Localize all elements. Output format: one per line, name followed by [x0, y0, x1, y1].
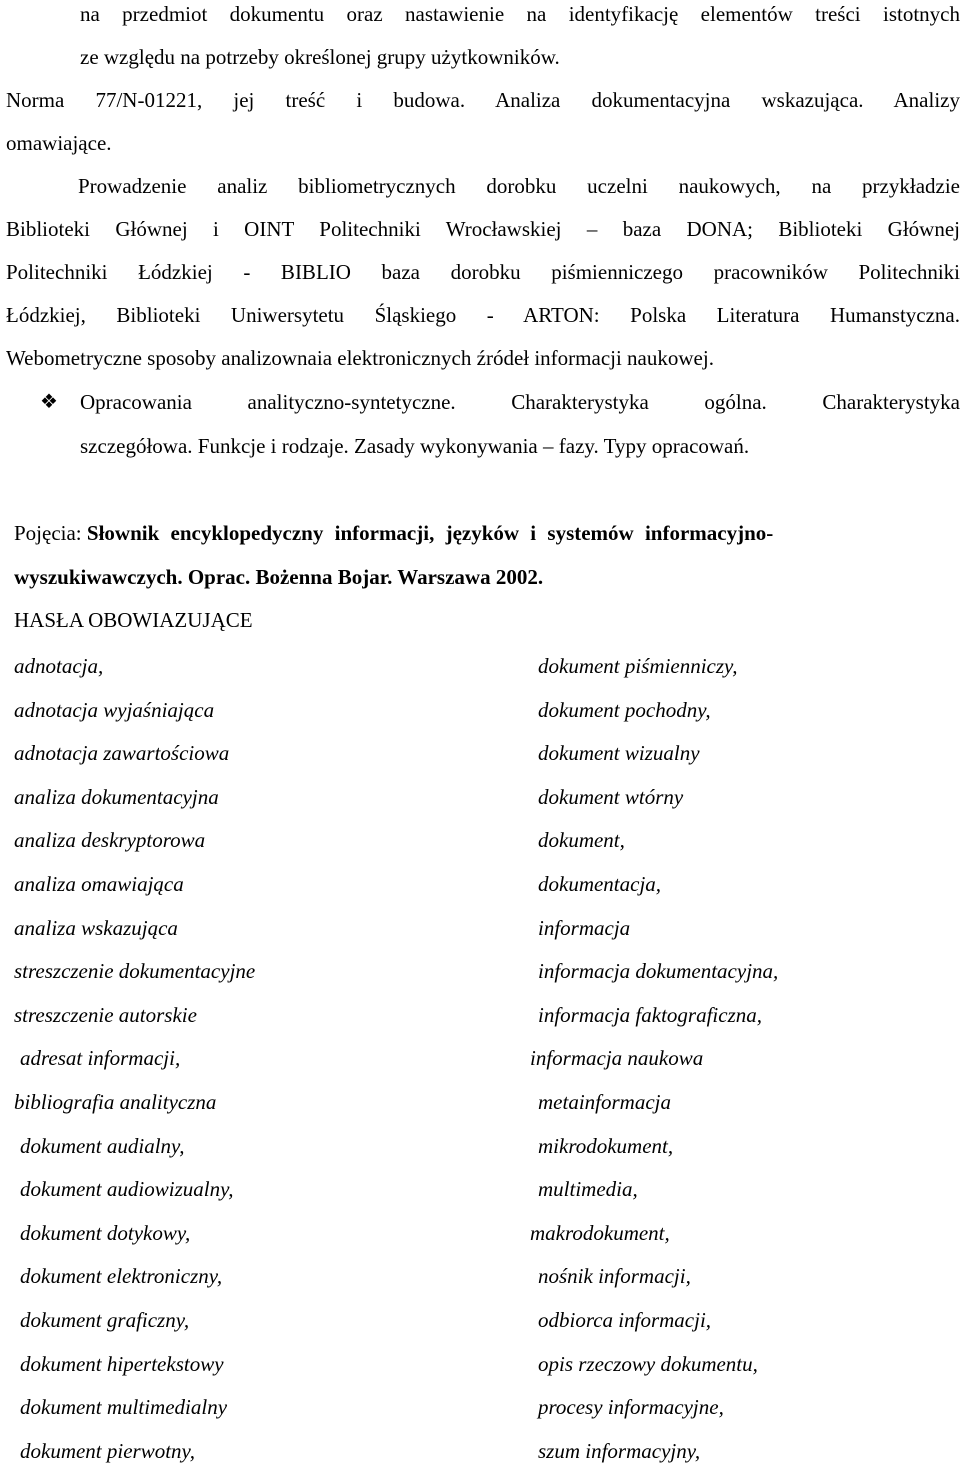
term-item: procesy informacyjne, — [538, 1395, 724, 1419]
term-item: dokument piśmienniczy, — [538, 654, 738, 678]
term-item: adnotacja wyjaśniająca — [14, 698, 215, 722]
concepts-source-line — [14, 519, 960, 547]
term-item: makrodokument, — [530, 1221, 670, 1245]
paragraph-line: Prowadzenie analiz bibliometrycznych dorobku uczelni naukowych, na przykładzie — [78, 174, 960, 198]
paragraph-line: Webometryczne sposoby analizownaia elektronicznych źródeł informacji naukowej. — [6, 346, 714, 370]
term-item: dokument elektroniczny, — [20, 1264, 223, 1288]
term-item: metainformacja — [538, 1090, 671, 1114]
term-item: analiza wskazująca — [14, 916, 178, 940]
term-item: informacja faktograficzna, — [538, 1003, 762, 1027]
paragraph-line: Łódzkiej, Biblioteki Uniwersytetu Śląskiego - ARTON: Polska Literatura Humanstyczna. — [6, 303, 960, 327]
terms-heading: HASŁA OBOWIAZUJĄCE — [14, 608, 253, 632]
paragraph-line: Politechniki Łódzkiej - BIBLIO baza dorobku piśmienniczego pracowników Politechniki — [6, 260, 960, 284]
term-item: informacja dokumentacyjna, — [538, 959, 779, 983]
term-item: informacja — [538, 916, 631, 940]
term-item: dokumentacja, — [538, 872, 662, 896]
term-item: odbiorca informacji, — [538, 1308, 712, 1332]
dictionary-title-cont: wyszukiwawczych. Oprac. Bożenna Bojar. Warszawa 2002. — [14, 565, 544, 589]
term-item: nośnik informacji, — [538, 1264, 691, 1288]
term-item: adnotacja, — [14, 654, 104, 678]
term-item: multimedia, — [538, 1177, 638, 1201]
concepts-label: Pojęcia: — [14, 521, 87, 545]
term-item: streszczenie autorskie — [14, 1003, 197, 1027]
term-item: dokument, — [538, 828, 625, 852]
term-item: analiza omawiająca — [14, 872, 184, 896]
intro-line: Norma 77/N-01221, jej treść i budowa. Analiza dokumentacyjna wskazująca. Analizy — [6, 88, 960, 112]
intro-line: ze względu na potrzeby określonej grupy użytkowników. — [80, 45, 560, 69]
intro-line: na przedmiot dokumentu oraz nastawienie na identyfikację elementów treści istotnych — [80, 2, 960, 26]
term-item: analiza dokumentacyjna — [14, 785, 219, 809]
term-item: analiza deskryptorowa — [14, 828, 206, 852]
term-item: opis rzeczowy dokumentu, — [538, 1352, 758, 1376]
term-item: mikrodokument, — [538, 1134, 674, 1158]
term-item: adresat informacji, — [20, 1046, 181, 1070]
paragraph-line: Biblioteki Głównej i OINT Politechniki Wrocławskiej – baza DONA; Biblioteki Głównej — [6, 217, 960, 241]
term-item: dokument graficzny, — [20, 1308, 190, 1332]
dictionary-title: Słownik encyklopedyczny informacji, języków i systemów informacyjno- — [86, 521, 774, 545]
term-item: bibliografia analityczna — [14, 1090, 217, 1114]
term-item: dokument wizualny — [538, 741, 700, 765]
diamond-bullet-icon: ❖ — [40, 391, 58, 413]
term-item: adnotacja zawartościowa — [14, 741, 230, 765]
term-item: dokument pierwotny, — [20, 1439, 195, 1463]
term-item: dokument dotykowy, — [20, 1221, 191, 1245]
term-item: dokument multimedialny — [20, 1395, 228, 1419]
bullet-line: szczegółowa. Funkcje i rodzaje. Zasady wykonywania – fazy. Typy opracowań. — [80, 434, 750, 458]
term-item: dokument wtórny — [538, 785, 684, 809]
term-item: dokument audiowizualny, — [20, 1177, 234, 1201]
term-item: szum informacyjny, — [538, 1439, 701, 1463]
intro-line: omawiające. — [6, 131, 112, 155]
term-item: dokument pochodny, — [538, 698, 711, 722]
term-item: dokument hipertekstowy — [20, 1352, 224, 1376]
term-item: informacja naukowa — [530, 1046, 704, 1070]
term-item: dokument audialny, — [20, 1134, 185, 1158]
term-item: streszczenie dokumentacyjne — [14, 959, 256, 983]
bullet-line: Opracowania analityczno-syntetyczne. Charakterystyka ogólna. Charakterystyka — [80, 390, 960, 414]
concepts-source-line — [14, 563, 960, 591]
